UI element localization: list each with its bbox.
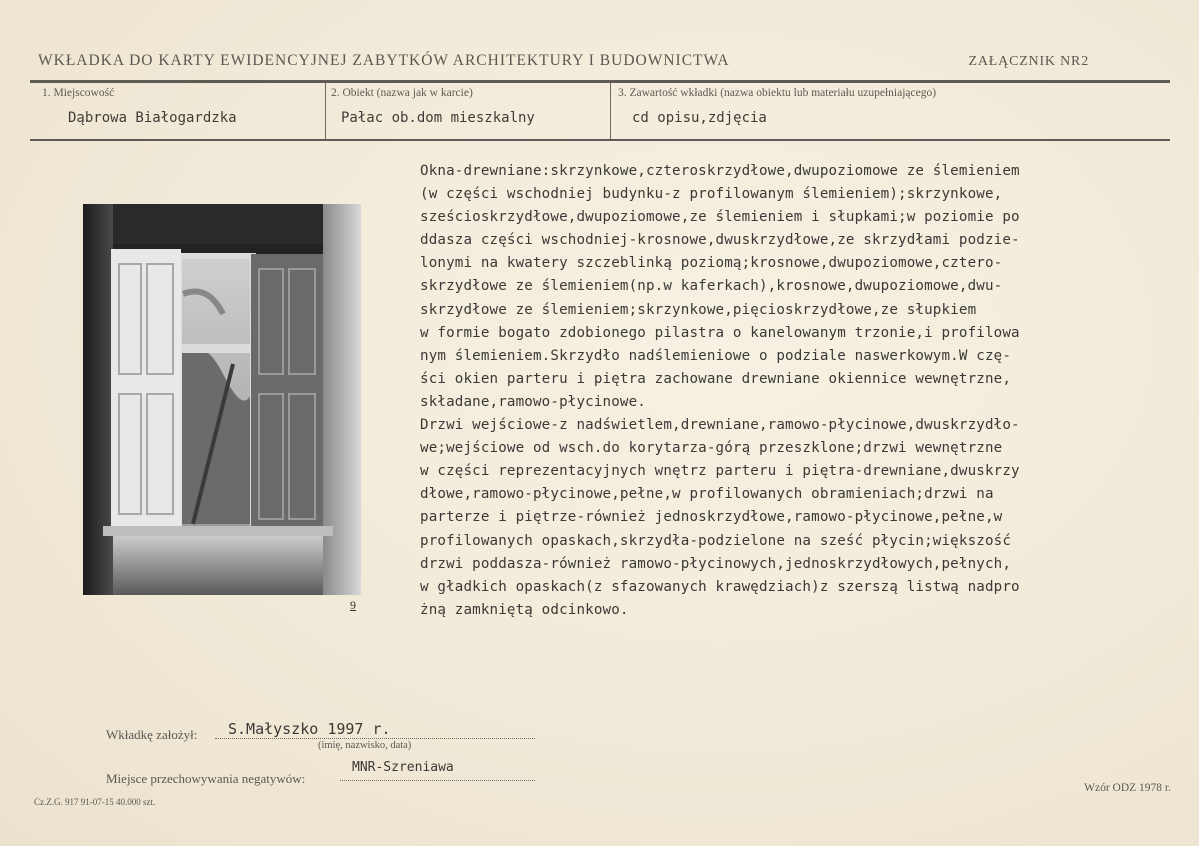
description-text xyxy=(420,160,1155,622)
description-line: składane,ramowo-płycinowe. xyxy=(420,393,646,410)
description-line: ści okien parteru i piętra zachowane drewniane okiennice wewnętrzne, xyxy=(420,370,1012,387)
description-line: żną zamkniętą odcinkowo. xyxy=(420,601,629,618)
field-label-locality: 1. Miejscowość xyxy=(42,87,115,99)
description-line: ddasza części wschodniej-krosnowe,dwuskrzydłowe,ze skrzydłami podzie- xyxy=(420,232,1020,249)
signature-line xyxy=(215,738,535,739)
description-line: (w części wschodniej budynku-z profilowanym ślemieniem);skrzynkowe, xyxy=(420,186,1003,203)
field-divider xyxy=(325,83,326,139)
negatives-line xyxy=(340,780,535,781)
negatives-location-label: Miejsce przechowywania negatywów: xyxy=(106,771,306,786)
header-bottom-rule xyxy=(30,139,1170,141)
description-line: w gładkich opaskach(z sfazowanych krawędziach)z szerszą listwą nadpro xyxy=(420,578,1020,595)
field-label-object: 2. Obiekt (nazwa jak w karcie) xyxy=(331,87,473,99)
description-line: dłowe,ramowo-płycinowe,pełne,w profilowanych obramieniach;drzwi na xyxy=(420,486,994,503)
field-label-contents: 3. Zawartość wkładki (nazwa obiektu lub materiału uzupełniającego) xyxy=(618,87,937,99)
field-divider xyxy=(610,83,611,139)
field-value-object: Pałac ob.dom mieszkalny xyxy=(341,110,535,126)
description-line: skrzydłowe ze ślemieniem(np.w kaferkach),krosnowe,dwupoziomowe,dwu- xyxy=(420,278,1003,295)
description-line: drzwi poddasza-również ramowo-płycinowych,jednoskrzydłowych,pełnych, xyxy=(420,555,1012,572)
window-photograph xyxy=(83,204,361,595)
created-by-value: S.Małyszko 1997 r. xyxy=(228,720,391,738)
description-line: w części reprezentacyjnych wnętrz parteru i piętra-drewniane,dwuskrzy xyxy=(420,463,1020,480)
description-line: skrzydłowe ze ślemieniem;skrzynkowe,pięcioskrzydłowe,ze słupkiem xyxy=(420,301,977,318)
created-by-label: Wkładkę założył: xyxy=(106,727,198,742)
description-line: sześcioskrzydłowe,dwupoziomowe,ze ślemieniem i słupkami;w poziomie po xyxy=(420,209,1020,226)
form-version: Wzór ODZ 1978 r. xyxy=(1084,782,1171,794)
description-line: parterze i piętrze-również jednoskrzydłowe,ramowo-płycinowe,pełne,w xyxy=(420,509,1003,526)
field-value-contents: cd opisu,zdjęcia xyxy=(632,110,767,126)
description-line: w formie bogato zdobionego pilastra o kanelowanym trzonie,i profilowa xyxy=(420,324,1020,341)
description-line: lonymi na kwatery szczeblinką poziomą;krosnowe,dwupoziomowe,cztero- xyxy=(420,255,1003,272)
attachment-number: ZAŁĄCZNIK NR2 xyxy=(968,54,1089,69)
photo-number: 9 xyxy=(350,598,356,612)
description-line: nym ślemieniem.Skrzydło nadślemieniowe o podziale naswerkowym.W czę- xyxy=(420,347,1012,364)
negatives-location-value: MNR-Szreniawa xyxy=(352,760,454,775)
description-line: Okna-drewniane:skrzynkowe,czteroskrzydłowe,dwupoziomowe ze ślemieniem xyxy=(420,163,1020,179)
description-line: profilowanych opaskach,skrzydła-podzielone na sześć płycin;większość xyxy=(420,532,1012,549)
form-title: WKŁADKA DO KARTY EWIDENCYJNEJ ZABYTKÓW ARCHITEKTURY I BUDOWNICTWA xyxy=(38,52,730,69)
description-line: we;wejściowe od wsch.do korytarza-górą przeszklone;drzwi wewnętrzne xyxy=(420,440,1003,457)
top-rule xyxy=(30,80,1170,83)
field-value-locality: Dąbrowa Białogardzka xyxy=(68,110,237,126)
created-by-hint: (imię, nazwisko, data) xyxy=(318,740,412,751)
print-info: Cz.Z.G. 917 91-07-15 40.000 szt. xyxy=(34,797,156,807)
description-line: Drzwi wejściowe-z nadświetlem,drewniane,ramowo-płycinowe,dwuskrzydło- xyxy=(420,417,1020,434)
